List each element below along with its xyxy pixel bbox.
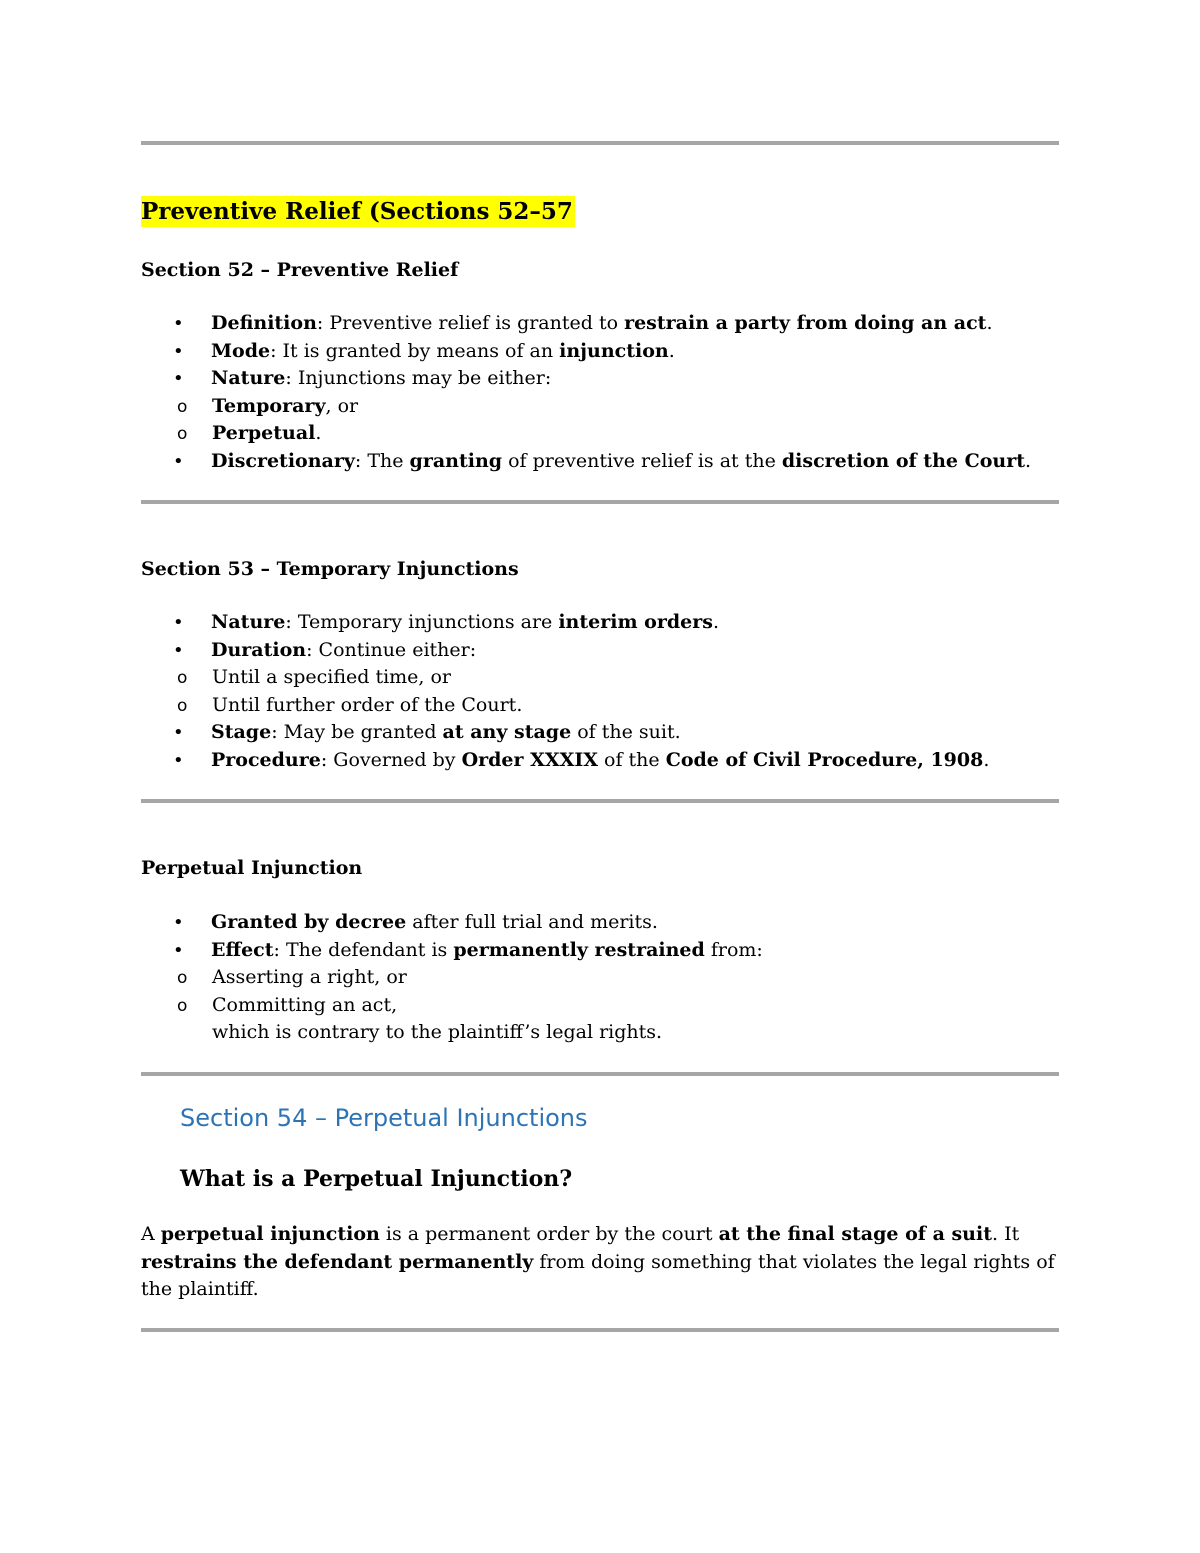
sub-bullet-icon: o bbox=[177, 995, 188, 1016]
sub-bullet-icon: o bbox=[177, 424, 188, 444]
sub-bullet-icon: o bbox=[177, 695, 188, 716]
sub-list bbox=[141, 393, 1031, 448]
list-item-effect: • Effect: The defendant is permanently restrained from: o Asserting a right, or o Committing an act, which is contrary to the plaintiff’s legal rights. bbox=[141, 937, 763, 1047]
bullet-icon: • bbox=[173, 450, 184, 472]
section-53-title: Section 53 – Temporary Injunctions bbox=[141, 558, 519, 580]
list-item-stage: • Stage: May be granted at any stage of the suit. bbox=[141, 719, 989, 747]
list-item-definition: • Definition: Preventive relief is granted to restrain a party from doing an act. bbox=[141, 310, 1031, 338]
sub-item: o Committing an act, bbox=[141, 992, 763, 1020]
list-item-nature: • Nature: Injunctions may be either: o Temporary, or o Perpetual. bbox=[141, 365, 1031, 448]
section-52-list bbox=[141, 310, 1031, 475]
bullet-icon: • bbox=[173, 722, 184, 743]
list-item-nature: • Nature: Temporary injunctions are interim orders. bbox=[141, 609, 989, 637]
sub-bullet-icon: o bbox=[177, 668, 188, 688]
perpetual-injunction-list bbox=[141, 909, 763, 1047]
list-item-duration: • Duration: Continue either: o Until a specified time, or o Until further order of the Court. bbox=[141, 637, 989, 720]
bullet-icon: • bbox=[173, 340, 184, 362]
bullet-icon: • bbox=[173, 912, 184, 933]
section-53-list bbox=[141, 609, 989, 774]
horizontal-rule bbox=[141, 500, 1059, 504]
section-54-heading: Section 54 – Perpetual Injunctions bbox=[180, 1104, 588, 1132]
question-heading: What is a Perpetual Injunction? bbox=[180, 1166, 573, 1192]
sub-item: o Until a specified time, or bbox=[141, 664, 989, 692]
sub-item: o Until further order of the Court. bbox=[141, 692, 989, 720]
list-item-procedure: • Procedure: Governed by Order XXXIX of the Code of Civil Procedure, 1908. bbox=[141, 747, 989, 775]
horizontal-rule bbox=[141, 141, 1059, 145]
perpetual-injunction-title: Perpetual Injunction bbox=[141, 857, 363, 879]
bullet-icon: • bbox=[173, 939, 184, 961]
sub-item-temporary: o Temporary, or bbox=[141, 393, 1031, 421]
bullet-icon: • bbox=[173, 368, 184, 389]
section-54-paragraph: A perpetual injunction is a permanent order by the court at the final stage of a suit. It restrains the defendant permanently from doing something that violates the legal rights of the plaintiff. bbox=[141, 1223, 1055, 1300]
bullet-icon: • bbox=[173, 639, 184, 661]
sub-item: o Asserting a right, or bbox=[141, 964, 763, 992]
list-item-granted: • Granted by decree after full trial and merits. bbox=[141, 909, 763, 937]
sub-bullet-icon: o bbox=[177, 968, 188, 988]
horizontal-rule bbox=[141, 1328, 1059, 1332]
list-item-discretionary: • Discretionary: The granting of preventive relief is at the discretion of the Court. bbox=[141, 448, 1031, 476]
horizontal-rule bbox=[141, 799, 1059, 803]
sub-bullet-icon: o bbox=[177, 396, 188, 417]
bullet-icon: • bbox=[173, 612, 184, 633]
sub-list bbox=[141, 964, 763, 1019]
sub-list bbox=[141, 664, 989, 719]
list-item-mode: • Mode: It is granted by means of an injunction. bbox=[141, 338, 1031, 366]
sub-item-continuation: which is contrary to the plaintiff’s legal rights. bbox=[212, 1021, 663, 1043]
bullet-icon: • bbox=[173, 313, 184, 334]
bullet-icon: • bbox=[173, 749, 184, 771]
section-52-title: Section 52 – Preventive Relief bbox=[141, 259, 459, 281]
main-heading: Preventive Relief (Sections 52–57 bbox=[141, 198, 573, 225]
horizontal-rule bbox=[141, 1072, 1059, 1076]
sub-item-perpetual: o Perpetual. bbox=[141, 420, 1031, 448]
